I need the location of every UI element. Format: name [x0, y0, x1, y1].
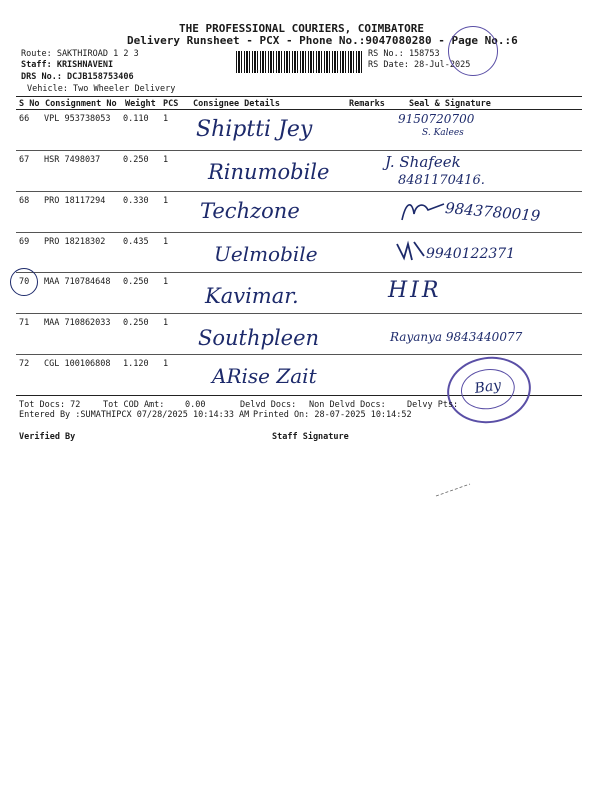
scribble-signature: [398, 196, 448, 226]
consignee-signature: ARise Zait: [212, 364, 317, 388]
scribble-signature: [394, 238, 428, 266]
consignee-signature: Uelmobile: [214, 242, 318, 266]
row-consignment: VPL 953738053: [44, 114, 111, 124]
total-cod-value: 0.00: [185, 400, 206, 410]
seal-name: J. Shafeek: [385, 153, 461, 171]
row-consignment: PRO 18117294: [44, 196, 106, 206]
row-consignment: MAA 710784648: [44, 277, 111, 287]
header-rule: [16, 109, 582, 110]
row-divider: [16, 232, 582, 233]
row-sno: 66: [19, 114, 30, 124]
rs-date: RS Date: 28-Jul-2025: [368, 60, 471, 70]
date-stamp: [448, 26, 498, 76]
row-sno: 71: [19, 318, 30, 328]
route: Route: SAKTHIROAD 1 2 3: [21, 49, 139, 59]
pencil-mark: [434, 480, 474, 500]
total-cod-label: Tot COD Amt:: [103, 400, 165, 410]
delivered-docs: Delvd Docs:: [240, 400, 297, 410]
row-divider: [16, 191, 582, 192]
drs-number: DRS No.: DCJB158753406: [21, 72, 134, 82]
row-weight: 1.120: [123, 359, 149, 369]
consignee-signature: Techzone: [200, 199, 300, 223]
row-sno: 68: [19, 196, 30, 206]
row-divider: [16, 272, 582, 273]
row-divider: [16, 354, 582, 355]
row-consignment: HSR 7498037: [44, 155, 101, 165]
consignee-signature: Rinumobile: [208, 160, 330, 184]
row-divider: [16, 313, 582, 314]
company-seal: [443, 351, 535, 428]
entered-by: Entered By :SUMATHIPCX 07/28/2025 10:14:33 AM: [19, 410, 250, 420]
col-weight: Weight: [125, 99, 156, 109]
row-consignment: MAA 710862033: [44, 318, 111, 328]
col-remarks: Remarks: [349, 99, 385, 109]
col-seal: Seal & Signature: [409, 99, 491, 109]
total-docs: Tot Docs: 72: [19, 400, 81, 410]
seal-name: S. Kalees: [422, 128, 464, 138]
row-sno: 67: [19, 155, 30, 165]
seal-signature: Rayanya 9843440077: [390, 330, 523, 344]
printed-on: Printed On: 28-07-2025 10:14:52: [253, 410, 412, 420]
consignee-signature: Southpleen: [198, 326, 320, 350]
row-pcs: 1: [163, 237, 169, 247]
table-top-rule: [16, 96, 582, 97]
consignee-signature: Shiptti Jey: [196, 117, 313, 142]
row-sno: 72: [19, 359, 30, 369]
consignee-signature: Kavimar.: [205, 284, 299, 308]
row-sno: 70: [19, 277, 30, 287]
rs-number: RS No.: 158753: [368, 49, 440, 59]
row-pcs: 1: [163, 196, 169, 206]
barcode: [236, 51, 364, 73]
seal-phone: 8481170416.: [398, 173, 485, 188]
delivery-points: Delvy Pts:: [407, 400, 459, 410]
row-sno: 69: [19, 237, 30, 247]
row-weight: 0.435: [123, 237, 149, 247]
seal-signature: HIR: [388, 278, 442, 303]
verified-by: Verified By: [19, 432, 76, 442]
col-sno: S No: [19, 99, 40, 109]
seal-phone: 9940122371: [426, 246, 516, 262]
row-weight: 0.250: [123, 155, 149, 165]
row-weight: 0.250: [123, 277, 149, 287]
row-consignment: PRO 18218302: [44, 237, 106, 247]
row-pcs: 1: [163, 277, 169, 287]
seal-phone: 9843780019: [444, 198, 542, 226]
staff-signature: Staff Signature: [272, 432, 349, 442]
row-weight: 0.110: [123, 114, 149, 124]
row-pcs: 1: [163, 155, 169, 165]
seal-initials: Bay: [473, 377, 503, 397]
col-consignment: Consignment No: [45, 99, 117, 109]
row-divider: [16, 150, 582, 151]
row-pcs: 1: [163, 359, 169, 369]
row-weight: 0.250: [123, 318, 149, 328]
row-pcs: 1: [163, 318, 169, 328]
runsheet-title: Delivery Runsheet - PCX - Phone No.:9047080280 - Page No.:6: [127, 34, 518, 47]
non-delivered-docs: Non Delvd Docs:: [309, 400, 386, 410]
row-pcs: 1: [163, 114, 169, 124]
col-pcs: PCS: [163, 99, 179, 109]
company-name: THE PROFESSIONAL COURIERS, COIMBATORE: [179, 22, 425, 35]
col-consignee: Consignee Details: [193, 99, 280, 109]
vehicle: Vehicle: Two Wheeler Delivery: [27, 84, 176, 94]
row-weight: 0.330: [123, 196, 149, 206]
row-consignment: CGL 100106808: [44, 359, 111, 369]
seal-phone: 9150720700: [398, 112, 475, 126]
staff: Staff: KRISHNAVENI: [21, 60, 114, 70]
